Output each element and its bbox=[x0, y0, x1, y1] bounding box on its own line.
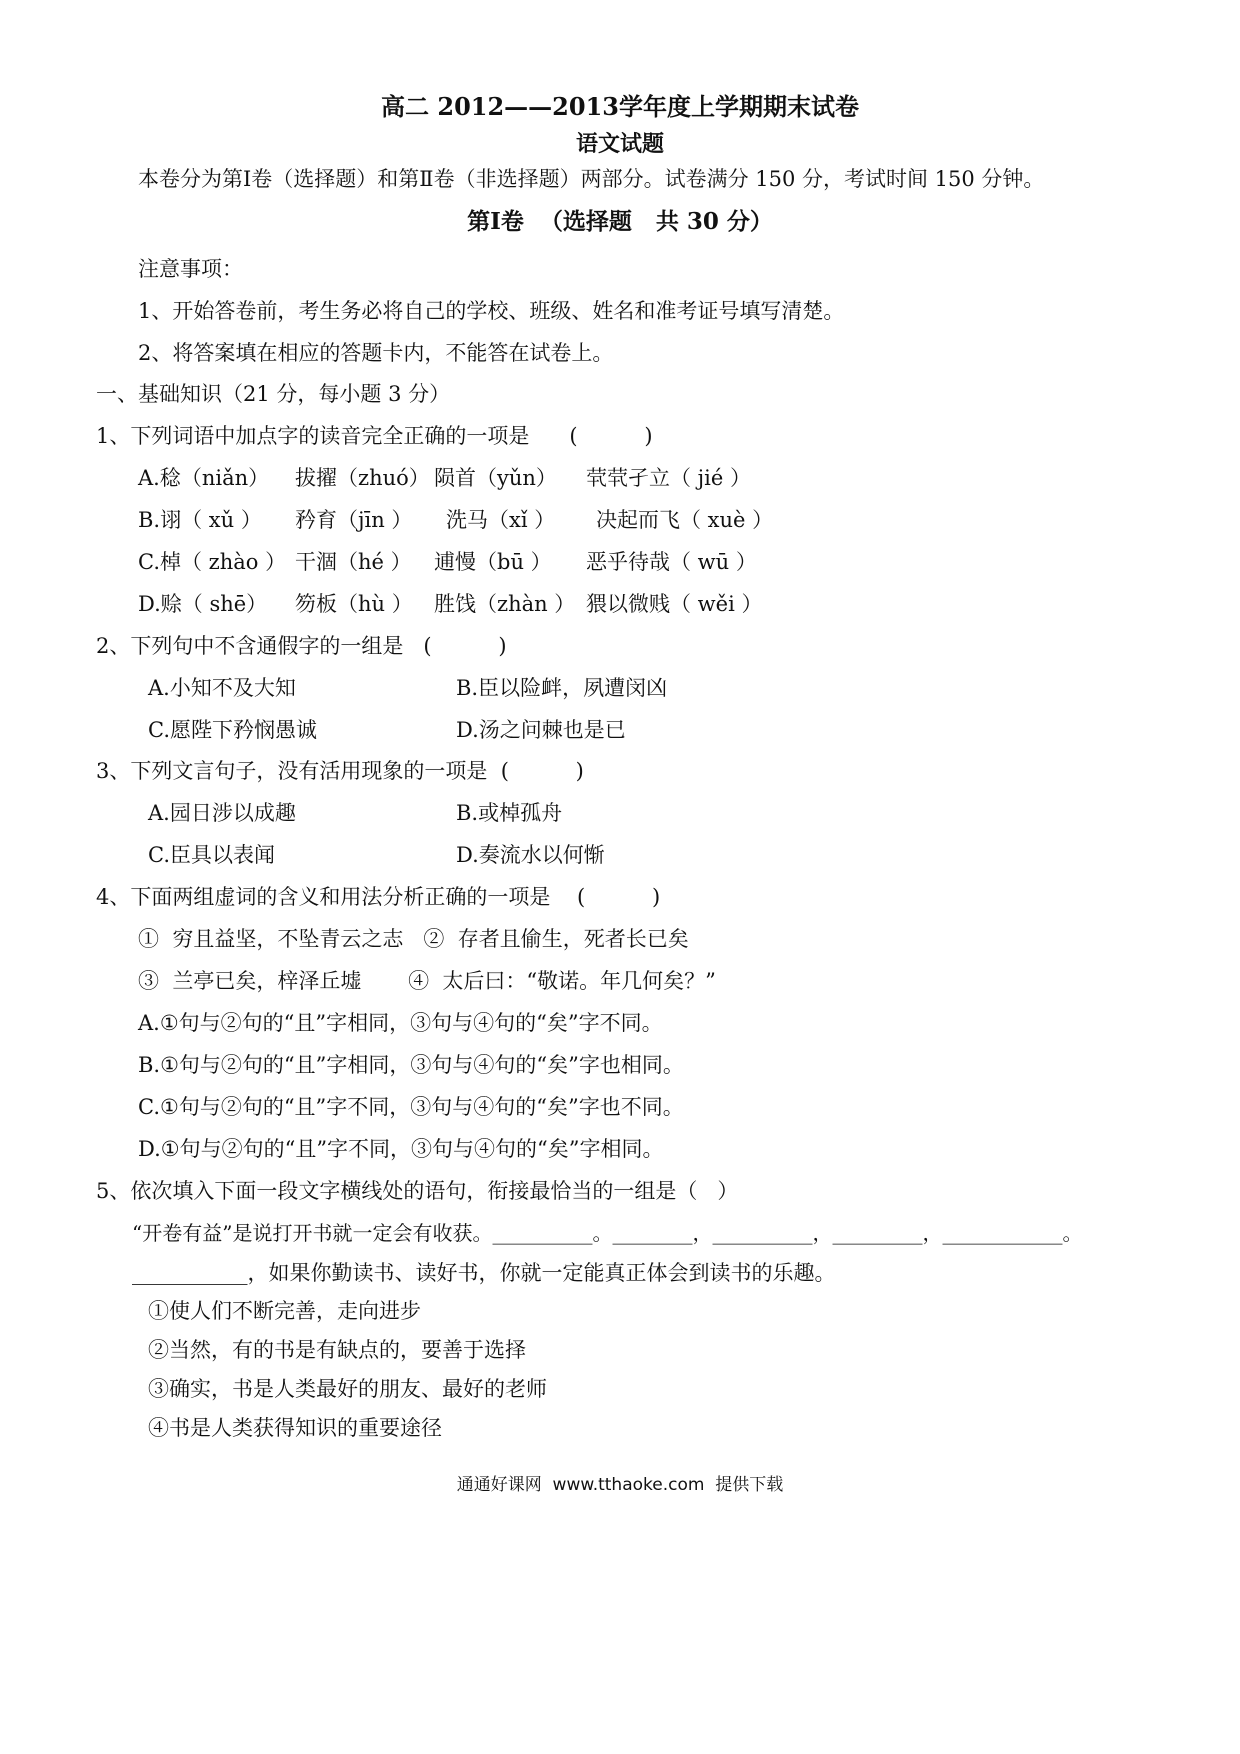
q4-option-d: D.①句与②句的“且”字不同，③句与④句的“矣”字相同。 bbox=[138, 1137, 664, 1161]
q1-d-item: 胜饯（zhàn ） bbox=[434, 592, 576, 616]
q4-option-b: B.①句与②句的“且”字相同，③句与④句的“矣”字也相同。 bbox=[138, 1053, 684, 1077]
exam-title: 高二 2012——2013学年度上学期期末试卷 bbox=[381, 92, 859, 121]
q1-d-item: 笏板（hù ） bbox=[295, 592, 413, 616]
q1-c-item: 恶乎待哉（ wū ） bbox=[586, 550, 757, 574]
q5-option-2: ②当然，有的书是有缺点的，要善于选择 bbox=[148, 1338, 526, 1362]
q1-b-item: 矜育（jīn ） bbox=[295, 508, 413, 532]
q1-stem: 1、下列词语中加点字的读音完全正确的一项是 ( ) bbox=[96, 424, 653, 448]
q2-option-b: B.臣以险衅，夙遭闵凶 bbox=[456, 676, 668, 700]
q2-option-c: C.愿陛下矜悯愚诚 bbox=[148, 718, 317, 742]
q1-c-item: 逋慢（bū ） bbox=[434, 550, 552, 574]
note-1: 1、开始答卷前，考生务必将自己的学校、班级、姓名和准考证号填写清楚。 bbox=[138, 299, 845, 323]
page-footer: 通通好课网 www.tthaoke.com 提供下载 bbox=[456, 1475, 784, 1495]
q1-option-c bbox=[138, 549, 1038, 575]
q1-option-b bbox=[138, 507, 1038, 533]
q2-option-d: D.汤之问棘也是已 bbox=[456, 718, 626, 742]
notes-title: 注意事项： bbox=[138, 257, 243, 281]
q2-option-a: A.小知不及大知 bbox=[148, 676, 296, 700]
q4-option-c: C.①句与②句的“且”字不同，③句与④句的“矣”字也不同。 bbox=[138, 1095, 684, 1119]
section-heading: 第Ⅰ卷 （选择题 共 30 分） bbox=[467, 208, 773, 235]
q5-passage-1: “开卷有益”是说打开书就一定会有收获。__________。________，__________，_________，____________。 bbox=[132, 1221, 1083, 1245]
q1-option-d bbox=[138, 591, 1038, 617]
q4-stem: 4、下面两组虚词的含义和用法分析正确的一项是 ( ) bbox=[96, 885, 661, 909]
q5-option-1: ①使人们不断完善，走向进步 bbox=[148, 1299, 421, 1323]
q1-d-item: 猥以微贱（ wěi ） bbox=[586, 592, 763, 616]
q3-option-d: D.奏流水以何惭 bbox=[456, 843, 605, 867]
q5-stem: 5、依次填入下面一段文字横线处的语句，衔接最恰当的一组是（ ） bbox=[96, 1179, 739, 1203]
q1-b-item: B.诩（ xǔ ） bbox=[138, 508, 262, 532]
part-title: 一、基础知识（21 分，每小题 3 分） bbox=[96, 382, 451, 406]
q3-option-a: A.园日涉以成趣 bbox=[148, 801, 296, 825]
note-2: 2、将答案填在相应的答题卡内，不能答在试卷上。 bbox=[138, 341, 614, 365]
q1-option-a bbox=[138, 465, 1038, 491]
q1-a-item: 拔擢（zhuó） bbox=[295, 466, 430, 490]
exam-intro: 本卷分为第Ⅰ卷（选择题）和第Ⅱ卷（非选择题）两部分。试卷满分 150 分，考试时间 150 分钟。 bbox=[138, 167, 1045, 191]
q1-b-item: 洗马（xǐ ） bbox=[446, 508, 556, 532]
q3-stem: 3、下列文言句子，没有活用现象的一项是 ( ) bbox=[96, 759, 584, 783]
subject-title: 语文试题 bbox=[575, 131, 664, 157]
q5-option-3: ③确实，书是人类最好的朋友、最好的老师 bbox=[148, 1377, 547, 1401]
q5-passage-2: ___________，如果你勤读书、读好书，你就一定能真正体会到读书的乐趣。 bbox=[132, 1261, 836, 1285]
q4-option-a: A.①句与②句的“且”字相同，③句与④句的“矣”字不同。 bbox=[138, 1011, 663, 1035]
q1-d-item: D.赊（ shē） bbox=[138, 592, 268, 616]
q1-c-item: C.棹（ zhào ） bbox=[138, 550, 287, 574]
q4-sentences-2: ③ 兰亭已矣，梓泽丘墟 ④ 太后曰：“敬诺。年几何矣？” bbox=[138, 969, 716, 993]
q3-option-b: B.或棹孤舟 bbox=[456, 801, 563, 825]
q5-option-4: ④书是人类获得知识的重要途径 bbox=[148, 1416, 442, 1440]
q1-a-item: 陨首（yǔn） bbox=[434, 466, 557, 490]
q1-c-item: 干涸（hé ） bbox=[295, 550, 412, 574]
q1-b-item: 决起而飞（ xuè ） bbox=[596, 508, 774, 532]
q1-a-item: A.稔（niǎn） bbox=[138, 466, 270, 490]
q3-option-c: C.臣具以表闻 bbox=[148, 843, 275, 867]
q2-stem: 2、下列句中不含通假字的一组是 ( ) bbox=[96, 634, 507, 658]
q1-a-item: 茕茕孑立（ jié ） bbox=[586, 466, 752, 490]
q4-sentences-1: ① 穷且益坚，不坠青云之志 ② 存者且偷生，死者长已矣 bbox=[138, 927, 689, 951]
